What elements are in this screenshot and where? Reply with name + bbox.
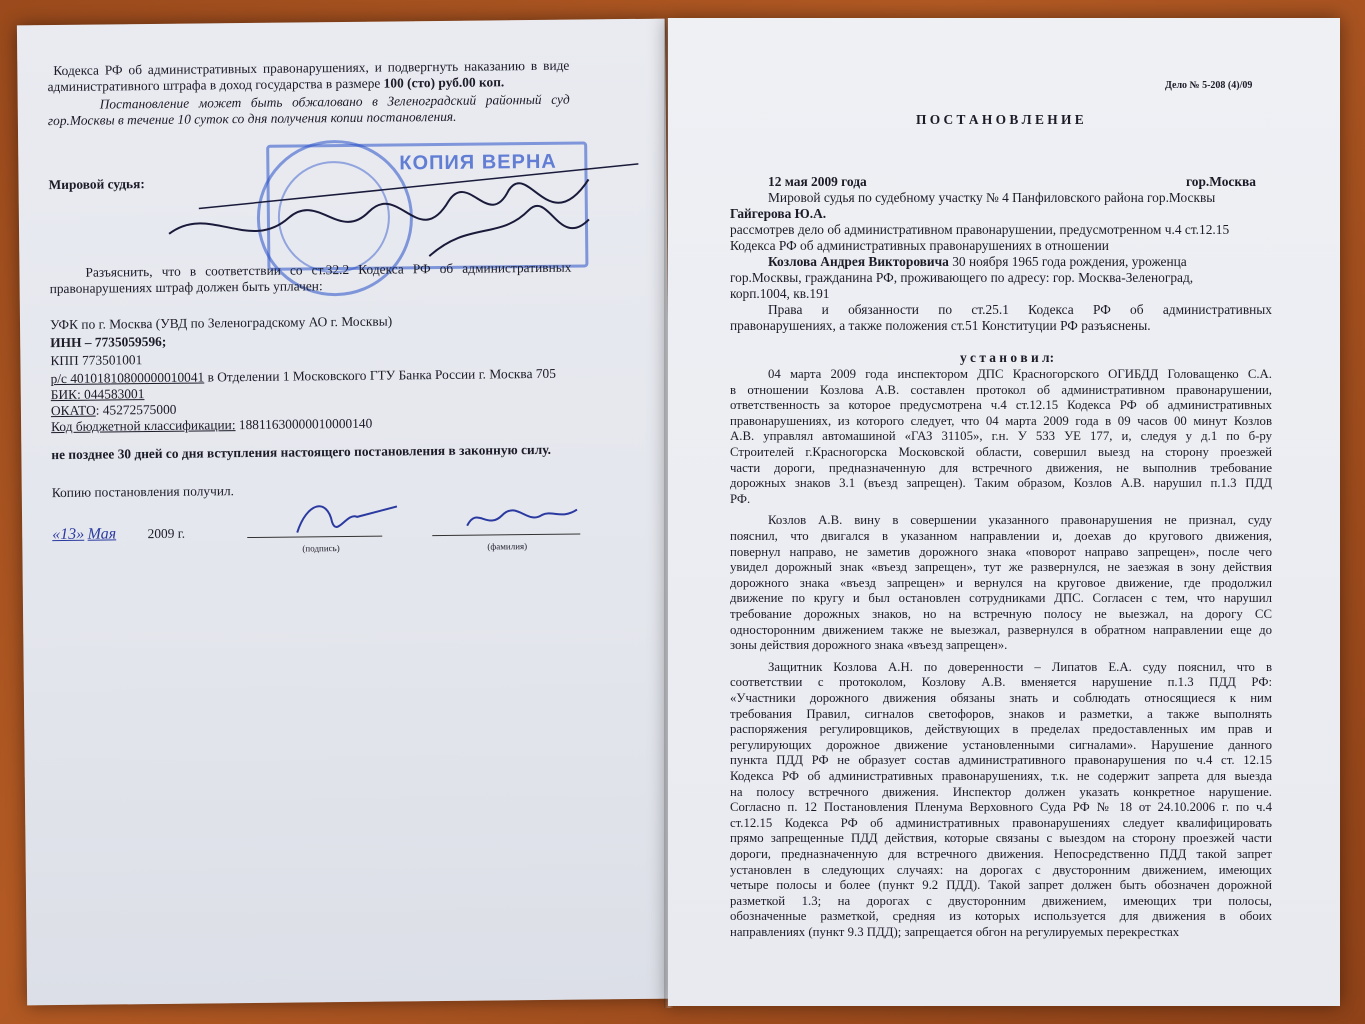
body-line: пункта ПДД РФ не образует состав административного правонарушения по ч.4 ст. 12.15 [730, 753, 1272, 768]
body-line: А.В. управлял автомашиной «ГАЗ 31105», г.н. У 533 УЕ 177, и, следуя у д.1 по б-ру [730, 429, 1272, 444]
stamp-title: КОПИЯ ВЕРНА [399, 150, 557, 175]
bank-account [51, 366, 556, 387]
body-line: движение по кругу и был остановлен сотрудниками ДПС. Согласен с тем, что нарушил [730, 591, 1272, 606]
left-page [17, 19, 675, 1006]
okato [51, 402, 177, 419]
body-line: односторонним движением также не выезжал, развернулся в обратном направлении еще до [730, 622, 1272, 637]
date-month: Мая [87, 525, 117, 543]
text-line: Кодекса РФ об административных правонарушениях, и подвергнуть наказанию в виде [53, 57, 570, 79]
body-line: направлениях (пункт 9.3 ПДД); запрещается обгон на регулируемых перекрестках [730, 925, 1180, 939]
body-line: обозначенные разметкой, средняя из которых используется для движения в обоих [730, 909, 1272, 924]
body-line: «Участники дорожного движения обязаны знать и соблюдать относящиеся к ним [730, 691, 1272, 705]
text-line: Мировой судья по судебному участку № 4 Панфиловского района гор.Москвы [768, 190, 1216, 205]
body-line: увидел дорожный знак «въезд запрещен», тут же развернулся, не заезжая в зону действия [730, 560, 1272, 575]
body-line: распоряжения регулировщиков, действующих в пределах предоставленных им прав и [730, 722, 1272, 737]
text-line: Кодекса РФ об административных правонарушениях в отношении [730, 238, 1109, 253]
sign-label: (подпись) [302, 543, 340, 554]
kbk-value: 18811630000010000140 [235, 415, 373, 433]
document-title: П О С Т А Н О В Л Е Н И Е [916, 112, 1084, 127]
body-line: дорожного знака «въезд запрещен» и вернулся на круговое движение, где продолжил [730, 575, 1272, 590]
defendant-line [768, 254, 1187, 270]
kpp: КПП 773501001 [50, 352, 143, 369]
text-line: рассмотрев дело об административном правонарушении, предусмотренном ч.4 ст.12.15 [730, 222, 1230, 237]
deadline: не позднее 30 дней со дня вступления настоящего постановления в законную силу. [51, 441, 551, 463]
section-heading: у с т а н о в и л: [960, 350, 1055, 365]
bik: БИК: 044583001 [50, 386, 145, 403]
text-line: гор.Москвы в течение 10 суток со дня получения копии постановления. [47, 108, 457, 129]
body-line: в отношении Козлова А.В. составлен протокол об административном правонарушении, [730, 382, 1272, 397]
body-line: Строителей г.Красногорска Московской области, совершил выезд на сторону проезжей [730, 445, 1272, 459]
body-line: четыре полосы и более (пункт 9.2 ПДД). Такой запрет должен быть обозначен дорожной [730, 878, 1272, 893]
body-line: дорожных знаков 3.1 (въезд запрещен). Таким образом, Козлов А.В. нарушил п.1.3 ПДД [730, 476, 1272, 491]
text-line: Разъяснить, что в соответствии со ст.32.2 Кодекса РФ об административных [85, 259, 572, 280]
text-line: гор.Москвы, гражданина РФ, проживающего по адресу: гор. Москва-Зеленоград, [730, 270, 1194, 285]
judge-label: Мировой судья: [48, 176, 145, 193]
kbk-label: Код бюджетной классификации: [51, 417, 236, 435]
defendant-name: Козлова Андрея Викторовича [768, 254, 949, 269]
body-line: пояснил, что двигался в указанном направлении и, доехав до кругового движения, [730, 529, 1272, 543]
text-line: Постановление может быть обжаловано в Зеленоградский районный суд [99, 91, 570, 112]
body-line: части дороги, предназначенную для встречного движения, не выполнив требование [730, 460, 1272, 475]
text-line: правонарушениях, а также положения ст.51 Конституции РФ разъяснены. [730, 318, 1151, 333]
okato-label: ОКАТО [50, 402, 96, 419]
copy-received: Копию постановления получил. [51, 483, 235, 501]
account-number: р/с 40101810800000010041 [50, 369, 205, 387]
body-line: зоны действия дорожного знака «въезд запрещен». [730, 638, 1008, 653]
decision-date: 12 мая 2009 года [768, 174, 867, 189]
text-line [47, 74, 504, 95]
inn: ИНН – 7735059596; [50, 333, 167, 351]
date-year: 2009 г. [147, 525, 186, 542]
body-line: ст.12.15 Кодекса РФ об административных правонарушениях следует квалифицировать [730, 815, 1272, 830]
text-line: Права и обязанности по ст.25.1 Кодекса РФ об административных [768, 302, 1272, 317]
okato-value: : 45272575000 [95, 401, 177, 418]
body-line: на полосу встречного движения. Инспектор должен указать конкретное нарушение. [730, 784, 1272, 799]
date-day: «13» [52, 525, 85, 544]
text-line: правонарушениях штраф должен быть уплачен: [49, 278, 323, 297]
bank-name: в Отделении 1 Московского ГТУ Банка России г. Москва 705 [204, 365, 556, 385]
fine-amount: 100 (сто) руб.00 коп. [383, 74, 505, 91]
body-line: повернул направо, не заметив дорожного знака «поворот направо запрещен», после чего [730, 544, 1272, 559]
text-span: административного штрафа в доход государства в размере [47, 75, 384, 95]
body-line: Защитник Козлова А.Н. по доверенности – Липатов Е.А. суду пояснил, что в [768, 659, 1272, 674]
case-number: Дело № 5-208 (4)/09 [1165, 80, 1253, 91]
body-line: требование дорожных знаков, но на встречную полосу не выезжал, на дорогу СС [730, 607, 1272, 621]
right-page [668, 18, 1340, 1006]
text-span: 30 ноября 1965 года рождения, уроженца [948, 254, 1187, 269]
body-line: 04 марта 2009 года инспектором ДПС Красногорского ОГИБДД Головащенко С.А. [768, 367, 1272, 381]
body-line: соответствии с протоколом, Козлову А.В. вменяется нарушение п.1.3 ПДД РФ: [730, 675, 1272, 690]
body-line: требования Правил, сигналов светофоров, знаков и разметки, а также выполнять [730, 706, 1272, 721]
surname-label: (фамилия) [487, 541, 528, 552]
text-line: корп.1004, кв.191 [730, 286, 830, 301]
body-line: Кодекса РФ об административных правонарушениях, т.к. не содержит запрета для выезда [730, 769, 1272, 783]
judge-name: Гайгерова Ю.А. [730, 206, 827, 221]
body-line: разметкой 1.3; на дорогах с двусторонним движением, имеющих три полосы, [730, 893, 1272, 908]
body-line: Согласно п. 12 Постановления Пленума Верховного Суда РФ № 18 от 24.10.2006 г. по ч.4 [730, 800, 1272, 815]
payee: УФК по г. Москва (УВД по Зеленоградскому АО г. Москвы) [49, 313, 393, 333]
body-line: РФ. [730, 491, 751, 506]
body-line: установлен в следующих случаях: на дорогах с двусторонним движением, имеющих [730, 862, 1272, 877]
body-line: прямо запрещенные ПДД действия, которые связаны с выездом на сторону проезжей части [730, 831, 1272, 846]
recipient-signature [287, 489, 588, 542]
body-line: регулирующих дорожное движение установленными сигналами». Нарушение данного [730, 737, 1272, 752]
body-line: Козлов А.В. вину в совершении указанного правонарушения не признал, суду [768, 513, 1272, 528]
body-line: ответственность за которое предусмотрена ч.4 ст.12.15 Кодекса РФ об административных [730, 398, 1272, 413]
receipt-date [52, 526, 185, 543]
body-line: дороги, предназначенную для встречного движения. Непосредственно ПДД такой запрет [730, 847, 1272, 861]
body-line: правонарушениях, из которого следует, что 04 марта 2009 года в 09 часов 00 минут Козлов [730, 413, 1272, 428]
kbk [51, 416, 372, 435]
decision-city: гор.Москва [1186, 174, 1256, 189]
